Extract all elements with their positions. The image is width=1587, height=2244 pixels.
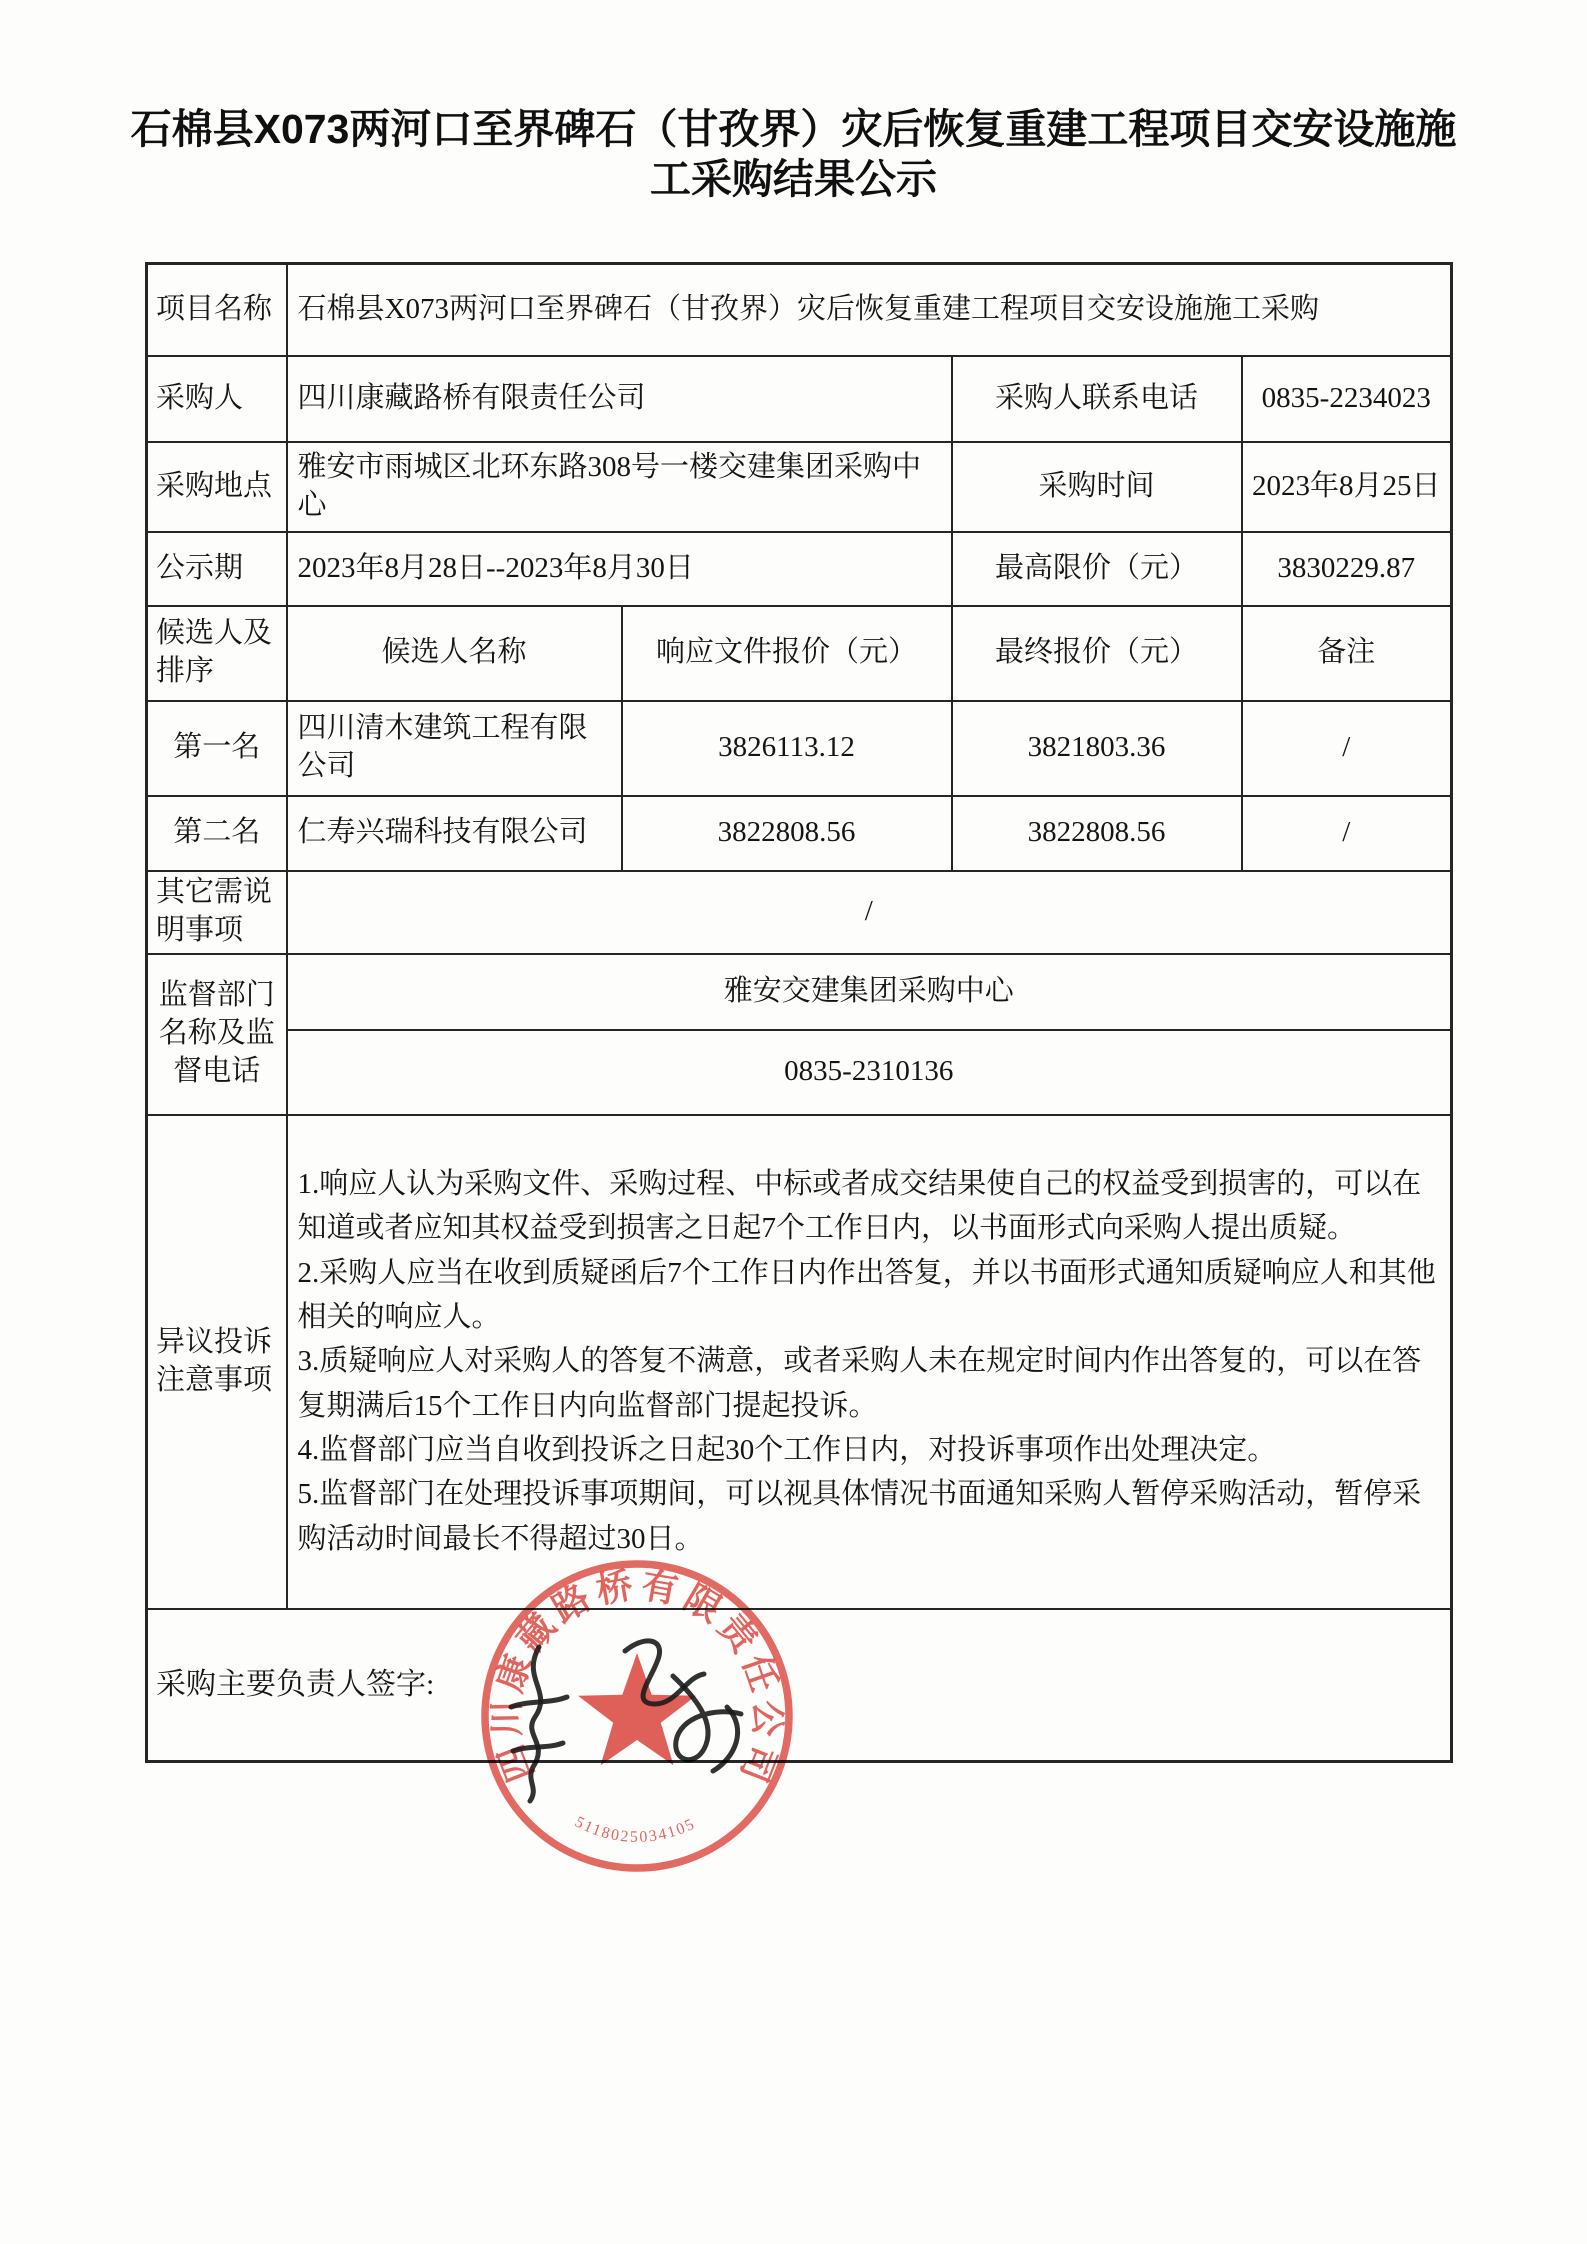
location-value: 雅安市雨城区北环东路308号一楼交建集团采购中心 — [287, 442, 952, 532]
candidates-rank-header: 候选人及排序 — [147, 606, 287, 701]
doc-title: 石棉县X073两河口至界碑石（甘孜界）灾后恢复重建工程项目交安设施施工采购结果公示 — [130, 106, 1457, 203]
candidate-bid: 3826113.12 — [622, 701, 952, 796]
purchase-time-label: 采购时间 — [952, 442, 1242, 532]
supervision-label: 监督部门名称及监督电话 — [147, 954, 287, 1115]
purchaser-label: 采购人 — [147, 356, 287, 442]
seal-company-text: 四川康藏路桥有限责任公司 — [486, 1565, 788, 1788]
other-notes-value: / — [287, 871, 1452, 954]
table-row — [147, 954, 1452, 1030]
project-name-label: 项目名称 — [147, 264, 287, 356]
candidate-row — [147, 701, 1452, 796]
candidate-bid: 3822808.56 — [622, 796, 952, 871]
candidates-header-row — [147, 606, 1452, 701]
seal-number-text-container — [572, 1814, 698, 1846]
candidate-final: 3821803.36 — [952, 701, 1242, 796]
table-row — [147, 356, 1452, 442]
supervision-phone-value: 0835-2310136 — [287, 1030, 1452, 1115]
candidate-final: 3822808.56 — [952, 796, 1242, 871]
supervision-dept-value: 雅安交建集团采购中心 — [287, 954, 1452, 1030]
table-row — [147, 264, 1452, 356]
candidate-name: 四川清木建筑工程有限公司 — [287, 701, 622, 796]
complaint-item: 2.采购人应当在收到质疑函后7个工作日内作出答复，并以书面形式通知质疑响应人和其他相关的响应人。 — [297, 1256, 1436, 1333]
location-label: 采购地点 — [147, 442, 287, 532]
candidates-final-header: 最终报价（元） — [952, 606, 1242, 701]
table-row — [147, 871, 1452, 954]
candidate-note: / — [1242, 796, 1452, 871]
seal-number-text: 5118025034105 — [572, 1813, 699, 1846]
table-row — [147, 442, 1452, 532]
complaint-item: 1.响应人认为采购文件、采购过程、中标或者成交结果使自己的权益受到损害的，可以在知道或者应知其权益受到损害之日起7个工作日内，以书面形式向采购人提出质疑。 — [297, 1167, 1422, 1245]
complaint-item: 3.质疑响应人对采购人的答复不满意，或者采购人未在规定时间内作出答复的，可以在答复期满后15个工作日内向监督部门提起投诉。 — [297, 1345, 1422, 1422]
candidates-bid-header: 响应文件报价（元） — [622, 606, 952, 701]
complaint-item: 5.监督部门在处理投诉事项期间，可以视具体情况书面通知采购人暂停采购活动，暂停采购活动时间最长不得超过30日。 — [297, 1478, 1422, 1555]
candidate-name: 仁寿兴瑞科技有限公司 — [287, 796, 622, 871]
candidates-name-header: 候选人名称 — [287, 606, 622, 701]
purchase-time-value: 2023年8月25日 — [1242, 442, 1452, 532]
complaint-notes-content — [287, 1115, 1452, 1609]
candidate-rank: 第一名 — [147, 701, 287, 796]
other-notes-label: 其它需说明事项 — [147, 871, 287, 954]
procurement-result-table — [145, 262, 1453, 1763]
complaint-notes-row — [147, 1115, 1452, 1609]
project-name-value: 石棉县X073两河口至界碑石（甘孜界）灾后恢复重建工程项目交安设施施工采购 — [287, 264, 1452, 356]
signature-label: 采购主要负责人签字: — [147, 1609, 1452, 1762]
candidate-rank: 第二名 — [147, 796, 287, 871]
max-price-label: 最高限价（元） — [952, 532, 1242, 606]
candidates-note-header: 备注 — [1242, 606, 1452, 701]
max-price-value: 3830229.87 — [1242, 532, 1452, 606]
publicity-period-label: 公示期 — [147, 532, 287, 606]
table-row — [147, 532, 1452, 606]
purchaser-phone-value: 0835-2234023 — [1242, 356, 1452, 442]
company-seal — [477, 1555, 817, 1885]
table-row — [147, 1030, 1452, 1115]
complaint-notes-label: 异议投诉注意事项 — [147, 1115, 287, 1609]
purchaser-phone-label: 采购人联系电话 — [952, 356, 1242, 442]
purchaser-value: 四川康藏路桥有限责任公司 — [287, 356, 952, 442]
candidate-row — [147, 796, 1452, 871]
publicity-period-value: 2023年8月28日--2023年8月30日 — [287, 532, 952, 606]
candidate-note: / — [1242, 701, 1452, 796]
complaint-item: 4.监督部门应当自收到投诉之日起30个工作日内，对投诉事项作出处理决定。 — [297, 1434, 1277, 1467]
